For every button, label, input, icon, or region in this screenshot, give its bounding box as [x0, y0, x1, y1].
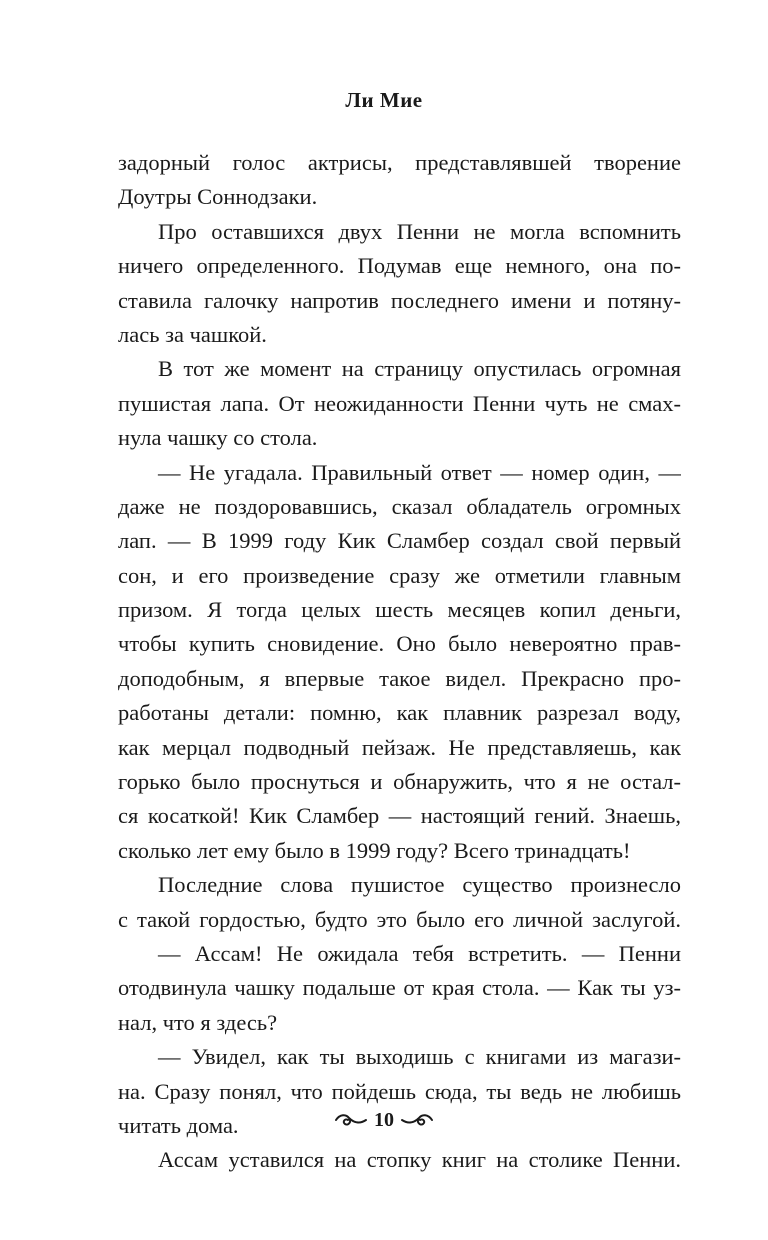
text-line: работаны детали: помню, как плавник разрезал воду,: [118, 700, 681, 726]
text-line: Доутры Соннодзаки.: [118, 184, 318, 210]
text-line: сон, и его произведение сразу же отметили главным: [118, 562, 681, 588]
text-line: нула чашку со стола.: [118, 425, 318, 451]
text-line: — Ассам! Не ожидала тебя встретить. — Пенни: [158, 940, 681, 966]
text-line: горько было проснуться и обнаружить, что я не остал-: [118, 769, 681, 795]
text-line: Ассам уставился на стопку книг на столике Пенни.: [158, 1147, 681, 1173]
body-text: [118, 146, 681, 1178]
text-line: лап. — В 1999 году Кик Сламбер создал свой первый: [118, 528, 681, 554]
text-line: как мерцал подводный пейзаж. Не представляешь, как: [118, 734, 681, 760]
text-line: отодвинула чашку подальше от края стола. — Как ты уз-: [118, 975, 681, 1001]
page-number: 10: [374, 1109, 394, 1131]
text-line: В тот же момент на страницу опустилась огромная: [158, 356, 681, 382]
text-line: ся косаткой! Кик Сламбер — настоящий гений. Знаешь,: [118, 803, 681, 829]
text-line: нал, что я здесь?: [118, 1009, 278, 1035]
text-line: Про оставшихся двух Пенни не могла вспомнить: [158, 218, 681, 244]
page-folio: [0, 1110, 768, 1130]
running-header-author: Ли Мие: [345, 88, 423, 112]
text-line: лась за чашкой.: [118, 321, 267, 347]
text-line: Последние слова пушистое существо произнесло: [158, 872, 681, 898]
text-line: — Не угадала. Правильный ответ — номер один, —: [158, 459, 681, 485]
text-line: задорный голос актрисы, представлявшей творение: [118, 150, 681, 175]
text-line: даже не поздоровавшись, сказал обладатель огромных: [118, 493, 681, 519]
text-line: чтобы купить сновидение. Оно было невероятно прав-: [118, 631, 681, 657]
text-line: с такой гордостью, будто это было его личной заслугой.: [118, 906, 681, 932]
text-line: ничего определенного. Подумав еще немного, она по-: [118, 253, 681, 279]
text-line: пушистая лапа. От неожиданности Пенни чуть не смах-: [118, 390, 681, 416]
text-line: доподобным, я впервые такое видел. Прекрасно про-: [118, 665, 681, 691]
left-swirl-ornament-icon: [334, 1111, 368, 1129]
text-line: читать дома.: [118, 1112, 239, 1138]
text-line: ставила галочку напротив последнего имени и потяну-: [118, 287, 681, 313]
text-line: сколько лет ему было в 1999 году? Всего тринадцать!: [118, 837, 631, 863]
right-swirl-ornament-icon: [400, 1111, 434, 1129]
text-line: на. Сразу понял, что пойдешь сюда, ты ведь не любишь: [118, 1078, 681, 1104]
text-line: — Увидел, как ты выходишь с книгами из магази-: [158, 1044, 681, 1070]
text-line: призом. Я тогда целых шесть месяцев копил деньги,: [118, 597, 681, 623]
